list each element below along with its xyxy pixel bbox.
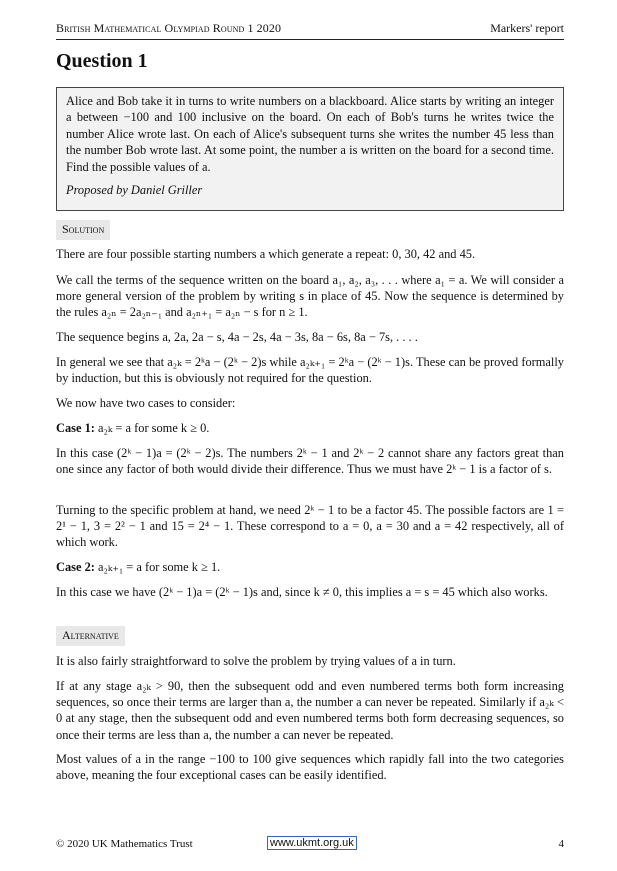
running-header: [56, 21, 564, 40]
solution-paragraph: In general we see that a₂ₖ = 2ᵏa − (2ᵏ − 2)s while a₂ₖ₊₁ = 2ᵏa − (2ᵏ − 1)s. These can be proved formally by induction, but this is obviously not required for the question.: [56, 355, 564, 386]
header-title: British Mathematical Olympiad Round 1 2020: [56, 21, 282, 35]
solution-paragraph: There are four possible starting numbers a which generate a repeat: 0, 30, 42 and 45.: [56, 247, 476, 261]
solution-paragraph: The sequence begins a, 2a, 2a − s, 4a − 2s, 4a − 3s, 8a − 6s, 8a − 7s, . . . .: [56, 330, 418, 344]
alternative-tag: Alternative: [56, 626, 125, 646]
case-1-condition: a₂ₖ = a for some k ≥ 0.: [98, 421, 210, 435]
case-1-label: Case 1:: [56, 421, 95, 435]
case-1-heading: [56, 420, 564, 436]
problem-proposer: Proposed by Daniel Griller: [66, 183, 203, 198]
problem-box: [56, 87, 564, 211]
solution-paragraph: In this case (2ᵏ − 1)a = (2ᵏ − 2)s. The numbers 2ᵏ − 1 and 2ᵏ − 2 cannot share any factors great than one since any factor of both would divide their difference. Thus we must have 2ᵏ − 1 is a factor of s.: [56, 446, 564, 477]
case-2-label: Case 2:: [56, 560, 95, 574]
alternative-paragraph: It is also fairly straightforward to solve the problem by trying values of a in turn.: [56, 654, 456, 668]
case-2-heading: [56, 559, 564, 575]
case-2-condition: a₂ₖ₊₁ = a for some k ≥ 1.: [98, 560, 221, 574]
problem-statement: Alice and Bob take it in turns to write numbers on a blackboard. Alice starts by writing an integer a between −100 and 100 inclusive on the board. On each of Bob's turns he writes twice the number Alice wrote last. On each of Alice's subsequent turns she writes the number 45 less than the number Bob wrote last. At some point, the number a is written on the board for a second time. Find the possible values of a.: [66, 94, 554, 174]
solution-paragraph: We now have two cases to consider:: [56, 396, 236, 410]
solution-paragraph: In this case we have (2ᵏ − 1)a = (2ᵏ − 1)s and, since k ≠ 0, this implies a = s = 45 which also works.: [56, 585, 548, 599]
page-number: 4: [558, 838, 564, 850]
solution-tag: Solution: [56, 220, 110, 240]
header-report-label: Markers' report: [490, 21, 564, 35]
question-title: Question 1: [56, 50, 148, 72]
solution-paragraph: Turning to the specific problem at hand, we need 2ᵏ − 1 to be a factor 45. The possible factors are 1 = 2¹ − 1, 3 = 2² − 1 and 15 = 2⁴ − 1. These correspond to a = 0, a = 30 and a = 42 respectively, all of which work.: [56, 503, 564, 550]
alternative-paragraph: If at any stage a₂ₖ > 90, then the subsequent odd and even numbered terms both form increasing sequences, so once their terms are larger than a, the number a can never be repeated. Similarly if a₂ₖ < 0 at any stage, then the subsequent odd and even numbered terms both form decreasing sequences, so once their terms are less than a, the number a can never be repeated.: [56, 679, 564, 742]
footer-copyright: © 2020 UK Mathematics Trust: [56, 838, 193, 850]
alternative-paragraph: Most values of a in the range −100 to 100 give sequences which rapidly fall into the two categories above, meaning the four exceptional cases can be easily identified.: [56, 752, 564, 783]
solution-paragraph: We call the terms of the sequence written on the board a₁, a₂, a₃, . . . where a₁ = a. We will consider a more general version of the problem by writing s in place of 45. Now the sequence is determined by the rules a₂ₙ = 2a₂ₙ₋₁ and a₂ₙ₊₁ = a₂ₙ − s for n ≥ 1.: [56, 273, 564, 320]
footer-website-link[interactable]: www.ukmt.org.uk: [267, 836, 357, 850]
